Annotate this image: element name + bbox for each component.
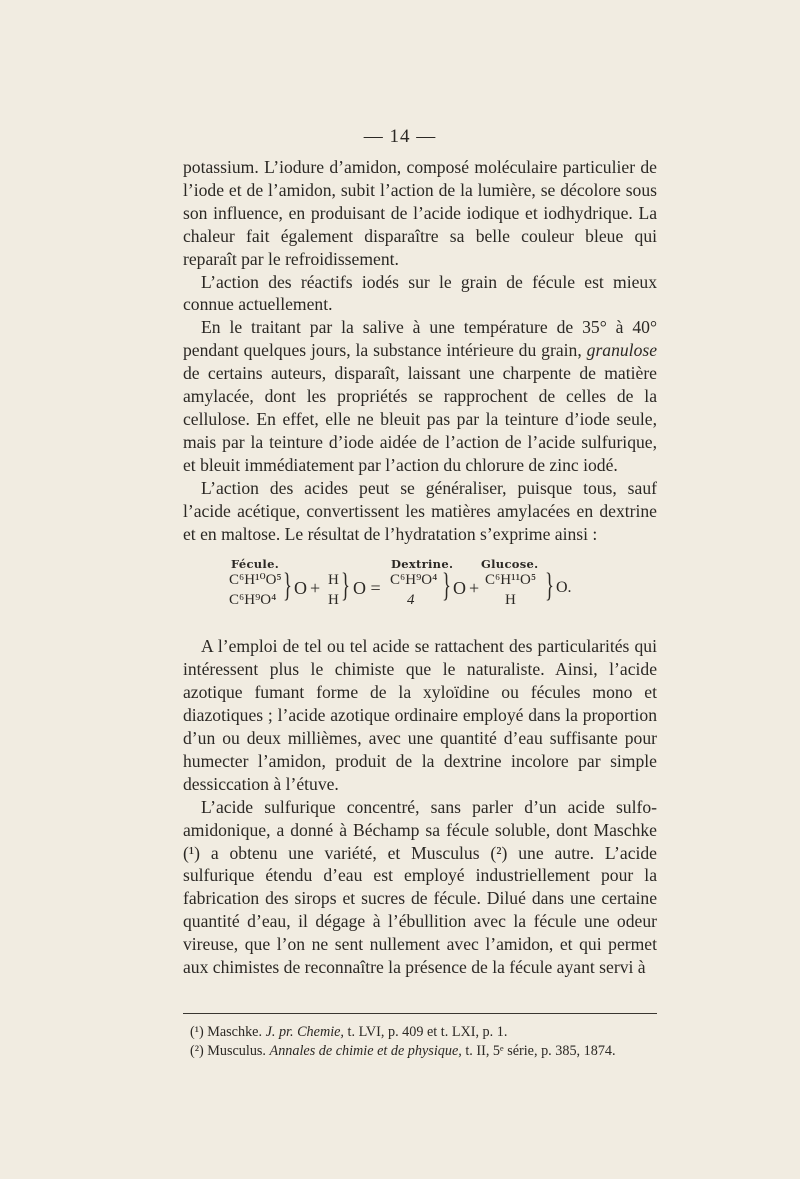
oxygen-equals: O = xyxy=(353,578,381,599)
paragraph-4: L’action des acides peut se généraliser, puisque tous, sauf l’acide acétique, convertissent les matières amylacées en dextrine et en maltose. Le résultat de l’hydratation s’exprime ainsi : xyxy=(183,477,657,544)
footnote-2-reference: t. II, 5ᵉ série, p. 385, 1874. xyxy=(465,1043,616,1059)
page-number: — 14 — xyxy=(363,126,437,147)
fecule-formula-bottom: C⁶H⁹O⁴ xyxy=(229,592,277,609)
footnote-1-reference: t. LVI, p. 409 et t. LXI, p. 1. xyxy=(347,1024,508,1040)
paragraph-3-end: l’action du chlorure de zinc iodé. xyxy=(385,454,618,475)
paragraph-6 xyxy=(183,796,657,979)
footnote-2-mark: (²) xyxy=(190,1043,204,1059)
brace-1: } xyxy=(283,567,292,605)
footnote-1-author: Maschke. xyxy=(207,1024,263,1040)
paragraph-2: L’action des réactifs iodés sur le grain de fécule est mieux connue actuellement. xyxy=(183,271,657,315)
hydrogen-top: H xyxy=(328,572,339,589)
plus-2: + xyxy=(469,578,480,599)
paragraph-6-rest: (¹) a obtenu une variété, et Musculus (²) une autre. L’acide sulfurique étendu d’eau est employé industriellement pour la fabrication des sirops et sucres de fécule. Dilué dans une certaine quantité d’eau, il dégage à l’ébullition avec la fécule une odeur vireuse, que l’on ne sent nullement avec l’amidon, et qui permet aux chimistes de reconnaître la présence de la fécule ayant servi à xyxy=(183,842,657,978)
plus-1: + xyxy=(310,578,321,599)
oxygen-3: O xyxy=(453,578,466,599)
footnote-1-journal: J. pr. Chemie, xyxy=(265,1024,344,1040)
fecule-formula-top: C⁶H¹⁰O⁵ xyxy=(229,572,282,589)
footnote-1-mark: (¹) xyxy=(190,1024,204,1040)
oxygen-1: O xyxy=(294,578,307,599)
glucose-formula-bottom: H xyxy=(505,592,516,609)
body-text xyxy=(183,156,657,979)
dextrine-formula-bottom: 4 xyxy=(407,592,415,609)
footnote-2-author: Musculus. xyxy=(207,1043,266,1059)
paragraph-1: potassium. L’iodure d’amidon, composé moléculaire particulier de l’iode et de l’amidon, subit l’action de la lumière, se décolore sous son influence, en produisant de l’acide iodique et iodhydrique. La chaleur fait également disparaître sa belle couleur bleue qui reparaît par le refroidissement. xyxy=(183,157,657,269)
granulose-term: granulose xyxy=(586,340,658,361)
hydration-formula xyxy=(183,545,657,635)
label-fecule: Fécule. xyxy=(231,557,280,572)
paragraph-5: A l’emploi de tel ou tel acide se rattachent des particularités qui intéressent plus le chimiste que le naturaliste. Ainsi, l’acide azotique fumant forme de la xyloïdine ou fécules mono et diazotiques ; l’acide azotique ordinaire employé dans la proportion d’un ou deux millièmes, avec une quantité d’eau suffisante pour humecter l’amidon, produit de la dextrine incolore par simple dessiccation à l’étuve. xyxy=(183,636,657,794)
brace-4: } xyxy=(545,567,554,605)
dextrine-formula-top: C⁶H⁹O⁴ xyxy=(390,572,438,589)
footnote-2-journal: Annales de chimie et de physique, xyxy=(269,1043,462,1059)
paragraph-3 xyxy=(183,316,657,476)
footnotes xyxy=(190,1023,670,1061)
paragraph-3-middle: de certains auteurs, disparaît, laissant une charpente de matière amylacée, dont les propriétés se rapprochent de celles de la cellulose. En effet, elle ne bleuit pas par la teinture d’iode seule, mais par la teinture d’iode aidée de l’action de l’acide sulfurique, et bleuit immédiatement par xyxy=(183,363,657,475)
hydrogen-bottom: H xyxy=(328,592,339,609)
brace-2: } xyxy=(341,567,350,605)
oxygen-4: O. xyxy=(556,579,572,597)
brace-3: } xyxy=(442,567,451,605)
glucose-formula-top: C⁶H¹¹O⁵ xyxy=(485,572,537,589)
paragraph-6-start: L’acide sulfurique concentré, sans parler d’un acide sulfo-amidonique, a donné à Béchamp sa fécule soluble, dont Maschke xyxy=(183,796,657,840)
footnote-divider xyxy=(183,1013,657,1014)
footnote-2 xyxy=(190,1042,670,1061)
footnote-1 xyxy=(190,1023,670,1042)
paragraph-3-start: En le traitant par la salive à une température de 35° à 40° pendant quelques jours, la substance intérieure du grain, xyxy=(183,317,657,361)
label-glucose: Glucose. xyxy=(481,557,539,572)
label-dextrine: Dextrine. xyxy=(391,557,454,572)
